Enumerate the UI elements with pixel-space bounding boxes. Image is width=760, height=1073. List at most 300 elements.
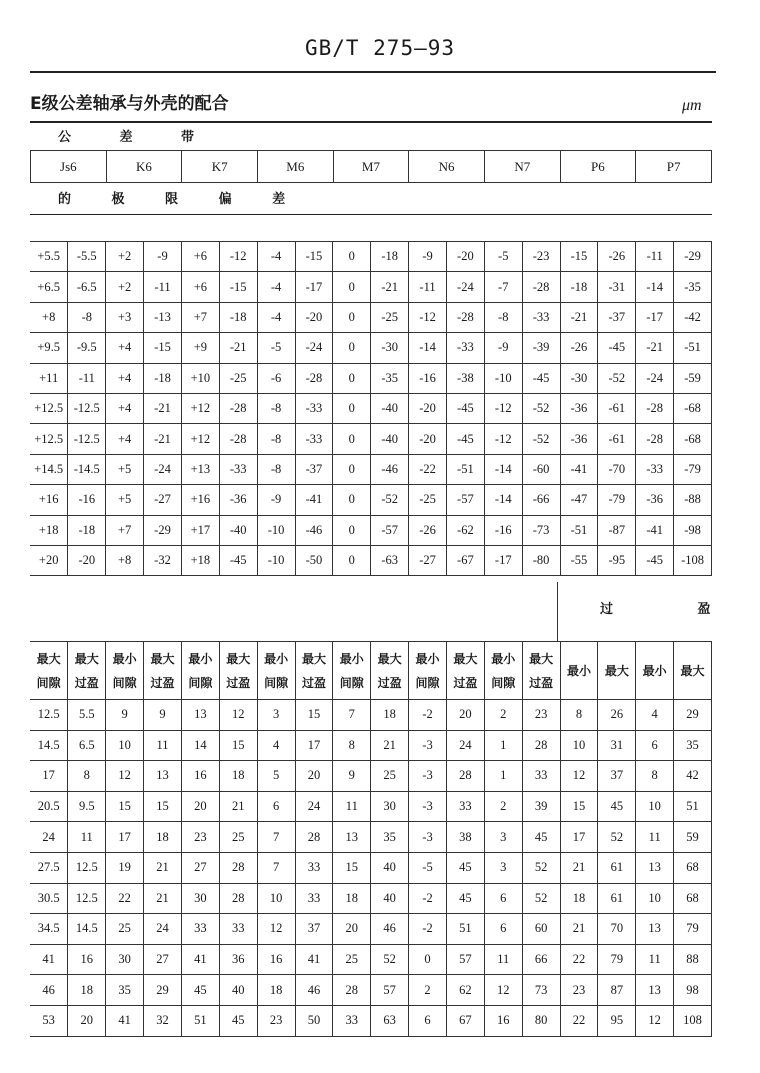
table-cell: 98 [674, 975, 712, 1006]
table-cell: -5 [484, 242, 522, 272]
table-cell: 11 [144, 730, 182, 761]
table-cell: 7 [257, 852, 295, 883]
table-cell: -12 [484, 424, 522, 454]
table-cell: -12.5 [68, 393, 106, 423]
table-cell: 27 [144, 944, 182, 975]
column-header: 最大过盈 [446, 642, 484, 700]
table-cell: +8 [30, 302, 68, 332]
table-cell: 13 [181, 700, 219, 731]
table-cell: -21 [144, 424, 182, 454]
table-cell: 20 [295, 761, 333, 792]
table-cell: 16 [484, 1005, 522, 1036]
band-row [31, 151, 712, 183]
table-cell: -33 [446, 333, 484, 363]
table-cell: 95 [598, 1005, 636, 1036]
table-cell: 5 [257, 761, 295, 792]
table-cell: -40 [219, 515, 257, 545]
table-cell: 13 [144, 761, 182, 792]
table-cell: -10 [257, 545, 295, 575]
table-cell: -45 [522, 363, 560, 393]
table-cell: 15 [295, 700, 333, 731]
table-cell: 8 [560, 700, 598, 731]
table-cell: 32 [144, 1005, 182, 1036]
table-cell: -4 [257, 272, 295, 302]
table-cell: 0 [333, 363, 371, 393]
table-row [30, 822, 712, 853]
top-rule [30, 71, 716, 73]
table-cell: 87 [598, 975, 636, 1006]
band-cell: M6 [257, 151, 333, 183]
table-cell: -4 [257, 242, 295, 272]
table-cell: 0 [409, 944, 447, 975]
table-cell: 10 [636, 883, 674, 914]
table-cell: 22 [560, 1005, 598, 1036]
table-cell: 12 [484, 975, 522, 1006]
table-cell: -50 [295, 545, 333, 575]
table-cell: -33 [295, 393, 333, 423]
table-cell: 14.5 [68, 914, 106, 945]
table-row [30, 975, 712, 1006]
table-cell: 63 [371, 1005, 409, 1036]
table-cell: 28 [219, 852, 257, 883]
table-cell: -98 [674, 515, 712, 545]
table-cell: -17 [484, 545, 522, 575]
table-cell: 46 [295, 975, 333, 1006]
table-cell: -28 [446, 302, 484, 332]
table-cell: -80 [522, 545, 560, 575]
table-cell: 30 [106, 944, 144, 975]
tolerance-band-label: 公 差 带 [58, 130, 217, 145]
table-cell: -62 [446, 515, 484, 545]
table-row [30, 761, 712, 792]
table-cell: 16 [181, 761, 219, 792]
table-cell: -45 [598, 333, 636, 363]
table-cell: -8 [257, 454, 295, 484]
table-cell: 70 [598, 914, 636, 945]
table-cell: +12.5 [30, 424, 68, 454]
table-cell: -52 [522, 424, 560, 454]
table-cell: 15 [219, 730, 257, 761]
table-row [30, 944, 712, 975]
column-header: 最大 [598, 642, 636, 700]
table-cell: 7 [257, 822, 295, 853]
table-cell: -3 [409, 730, 447, 761]
table-cell: -9 [409, 242, 447, 272]
table-cell: -59 [674, 363, 712, 393]
table-cell: 41 [106, 1005, 144, 1036]
table-cell: -46 [371, 454, 409, 484]
table-cell: -70 [598, 454, 636, 484]
table-cell: 9 [106, 700, 144, 731]
table-cell: 45 [181, 975, 219, 1006]
table-cell: 52 [371, 944, 409, 975]
table-cell: 3 [484, 852, 522, 883]
table-cell: -31 [598, 272, 636, 302]
table-cell: 57 [371, 975, 409, 1006]
table-cell: 0 [333, 424, 371, 454]
table-cell: -26 [560, 333, 598, 363]
table-cell: -20 [295, 302, 333, 332]
table-cell: 30.5 [30, 883, 68, 914]
table-cell: 0 [333, 272, 371, 302]
table-cell: -25 [409, 485, 447, 515]
table-cell: 108 [674, 1005, 712, 1036]
table-cell: -14 [409, 333, 447, 363]
table-cell: -9 [144, 242, 182, 272]
table-cell: 18 [144, 822, 182, 853]
column-header: 最大过盈 [371, 642, 409, 700]
table-cell: +13 [181, 454, 219, 484]
table-cell: 15 [560, 791, 598, 822]
table-cell: 3 [257, 700, 295, 731]
table-cell: 23 [560, 975, 598, 1006]
table-cell: 0 [333, 545, 371, 575]
page-title: E级公差轴承与外壳的配合 [30, 94, 229, 114]
table-cell: -67 [446, 545, 484, 575]
deviation-table [30, 241, 712, 576]
band-cell: P7 [636, 151, 712, 183]
table-cell: 45 [598, 791, 636, 822]
table-cell: -45 [219, 545, 257, 575]
table-cell: -40 [371, 424, 409, 454]
column-header: 最大过盈 [295, 642, 333, 700]
table-cell: -15 [219, 272, 257, 302]
table-cell: 17 [106, 822, 144, 853]
document-code: GB/T 275—93 [304, 36, 456, 60]
table-row [30, 363, 712, 393]
table-cell: 27.5 [30, 852, 68, 883]
table-cell: 68 [674, 852, 712, 883]
table-cell: -63 [371, 545, 409, 575]
table-cell: -2 [409, 883, 447, 914]
table-cell: 52 [598, 822, 636, 853]
column-header: 最大过盈 [522, 642, 560, 700]
table-cell: 23 [181, 822, 219, 853]
table-cell: 33 [446, 791, 484, 822]
table-cell: 35 [674, 730, 712, 761]
table-cell: -33 [219, 454, 257, 484]
table-cell: -4 [257, 302, 295, 332]
table-cell: -14 [484, 485, 522, 515]
table-cell: -17 [636, 302, 674, 332]
table-cell: -40 [371, 393, 409, 423]
table-cell: 22 [106, 883, 144, 914]
table-cell: -30 [371, 333, 409, 363]
table-cell: 24 [144, 914, 182, 945]
table-cell: -45 [446, 424, 484, 454]
table-cell: 36 [219, 944, 257, 975]
table-cell: -10 [257, 515, 295, 545]
table-cell: -2 [409, 700, 447, 731]
table-cell: -20 [409, 424, 447, 454]
table-row [30, 545, 712, 575]
table-cell: 6 [257, 791, 295, 822]
table-cell: +4 [106, 393, 144, 423]
table-cell: 60 [522, 914, 560, 945]
table-cell: 18 [333, 883, 371, 914]
table-cell: 18 [371, 700, 409, 731]
table-cell: 9 [144, 700, 182, 731]
table-cell: +16 [181, 485, 219, 515]
band-cell: K7 [182, 151, 258, 183]
table-cell: -25 [371, 302, 409, 332]
table-cell: 25 [219, 822, 257, 853]
table-cell: 57 [446, 944, 484, 975]
table-cell: -66 [522, 485, 560, 515]
table-cell: 8 [333, 730, 371, 761]
table-cell: 45 [522, 822, 560, 853]
table-cell: 18 [68, 975, 106, 1006]
table-cell: 25 [333, 944, 371, 975]
table-cell: 37 [598, 761, 636, 792]
column-header: 最小间隙 [409, 642, 447, 700]
table-cell: 28 [333, 975, 371, 1006]
table-cell: +11 [30, 363, 68, 393]
table-cell: 6 [484, 883, 522, 914]
table-cell: -2 [409, 914, 447, 945]
table-cell: -38 [446, 363, 484, 393]
table-cell: -12 [484, 393, 522, 423]
table-cell: -8 [257, 424, 295, 454]
column-header: 最小间隙 [333, 642, 371, 700]
table-cell: -88 [674, 485, 712, 515]
column-header: 最小间隙 [181, 642, 219, 700]
table-cell: -6.5 [68, 272, 106, 302]
table-cell: -108 [674, 545, 712, 575]
table-cell: -52 [522, 393, 560, 423]
table-cell: 5.5 [68, 700, 106, 731]
table-cell: 10 [106, 730, 144, 761]
table-cell: 45 [446, 883, 484, 914]
table-row [30, 333, 712, 363]
table-cell: 79 [598, 944, 636, 975]
clearance-table [30, 641, 712, 1037]
table-cell: -24 [636, 363, 674, 393]
table-cell: -42 [674, 302, 712, 332]
table-cell: 80 [522, 1005, 560, 1036]
table-cell: 1 [484, 761, 522, 792]
column-header: 最小间隙 [484, 642, 522, 700]
table-cell: +6.5 [30, 272, 68, 302]
table-cell: 40 [371, 883, 409, 914]
table-cell: -14 [484, 454, 522, 484]
table-cell: 12.5 [68, 883, 106, 914]
table-cell: +20 [30, 545, 68, 575]
table-cell: 20 [446, 700, 484, 731]
table-cell: 21 [560, 914, 598, 945]
table-cell: 10 [257, 883, 295, 914]
table-cell: 67 [446, 1005, 484, 1036]
table-cell: -28 [522, 272, 560, 302]
table-cell: 61 [598, 883, 636, 914]
table-cell: +3 [106, 302, 144, 332]
table-cell: +5 [106, 454, 144, 484]
table-cell: 12.5 [68, 852, 106, 883]
table-row [30, 730, 712, 761]
table-cell: -57 [371, 515, 409, 545]
table-row [30, 454, 712, 484]
table-cell: +9.5 [30, 333, 68, 363]
table-cell: 0 [333, 515, 371, 545]
table-cell: -6 [257, 363, 295, 393]
table-cell: 30 [181, 883, 219, 914]
table-cell: -35 [674, 272, 712, 302]
table-cell: 14 [181, 730, 219, 761]
table-cell: 2 [484, 700, 522, 731]
table-cell: -51 [560, 515, 598, 545]
table-cell: -60 [522, 454, 560, 484]
table-cell: 9.5 [68, 791, 106, 822]
table-cell: 0 [333, 454, 371, 484]
table-cell: +12.5 [30, 393, 68, 423]
table-cell: 38 [446, 822, 484, 853]
table-cell: -26 [409, 515, 447, 545]
table-cell: -32 [144, 545, 182, 575]
column-header: 最大过盈 [68, 642, 106, 700]
table-cell: -8 [257, 393, 295, 423]
table-cell: 18 [560, 883, 598, 914]
table-cell: 37 [295, 914, 333, 945]
table-cell: +16 [30, 485, 68, 515]
table-cell: -24 [446, 272, 484, 302]
table-cell: -41 [636, 515, 674, 545]
table-cell: -12 [219, 242, 257, 272]
table-cell: 23 [522, 700, 560, 731]
table-cell: 88 [674, 944, 712, 975]
table-cell: -10 [484, 363, 522, 393]
table-cell: 0 [333, 485, 371, 515]
table-cell: -20 [446, 242, 484, 272]
table-cell: 33 [219, 914, 257, 945]
table-row [30, 424, 712, 454]
table-cell: +6 [181, 242, 219, 272]
table-cell: 21 [144, 852, 182, 883]
table-cell: -52 [598, 363, 636, 393]
column-header: 最小间隙 [257, 642, 295, 700]
table-cell: 12 [636, 1005, 674, 1036]
table-cell: 15 [333, 852, 371, 883]
table-cell: 13 [636, 852, 674, 883]
table-cell: 53 [30, 1005, 68, 1036]
table-cell: -16 [68, 485, 106, 515]
table-cell: 2 [484, 791, 522, 822]
table-cell: -14 [636, 272, 674, 302]
table-cell: -21 [219, 333, 257, 363]
table-cell: 31 [598, 730, 636, 761]
table-cell: 0 [333, 242, 371, 272]
table-cell: -20 [68, 545, 106, 575]
table-cell: 39 [522, 791, 560, 822]
table-cell: -5 [409, 852, 447, 883]
table-cell: -18 [68, 515, 106, 545]
table-cell: -18 [560, 272, 598, 302]
table-row [30, 914, 712, 945]
table-cell: -37 [295, 454, 333, 484]
table-cell: -15 [560, 242, 598, 272]
overfit-divider [557, 582, 558, 641]
table-cell: -55 [560, 545, 598, 575]
table-cell: -3 [409, 761, 447, 792]
band-cell: N7 [484, 151, 560, 183]
table-cell: -68 [674, 393, 712, 423]
table-cell: 73 [522, 975, 560, 1006]
table-cell: 45 [219, 1005, 257, 1036]
table-cell: -18 [144, 363, 182, 393]
table-cell: -5.5 [68, 242, 106, 272]
table-row [30, 883, 712, 914]
table-cell: -45 [636, 545, 674, 575]
table-cell: 13 [333, 822, 371, 853]
table-cell: 8 [636, 761, 674, 792]
table-cell: -41 [295, 485, 333, 515]
table-cell: 21 [144, 883, 182, 914]
column-header: 最大过盈 [144, 642, 182, 700]
table-cell: +12 [181, 424, 219, 454]
table-cell: 4 [636, 700, 674, 731]
column-header: 最大 [674, 642, 712, 700]
table-row [30, 700, 712, 731]
table-cell: -21 [636, 333, 674, 363]
table-row [30, 485, 712, 515]
table-cell: 41 [30, 944, 68, 975]
table-cell: 8 [68, 761, 106, 792]
table-cell: 6 [409, 1005, 447, 1036]
table-cell: -23 [522, 242, 560, 272]
table-cell: 33 [522, 761, 560, 792]
table-cell: +2 [106, 242, 144, 272]
table-cell: -18 [371, 242, 409, 272]
table-cell: -47 [560, 485, 598, 515]
table-cell: 18 [219, 761, 257, 792]
table-cell: 10 [636, 791, 674, 822]
table-cell: -61 [598, 424, 636, 454]
title-rule [30, 121, 712, 123]
table-cell: +2 [106, 272, 144, 302]
band-cell: Js6 [31, 151, 107, 183]
table-cell: 33 [295, 852, 333, 883]
table-cell: +7 [106, 515, 144, 545]
table-cell: 21 [371, 730, 409, 761]
table-cell: -22 [409, 454, 447, 484]
table-cell: +9 [181, 333, 219, 363]
table-cell: 17 [30, 761, 68, 792]
table-cell: -25 [219, 363, 257, 393]
table-cell: 28 [219, 883, 257, 914]
table-cell: -87 [598, 515, 636, 545]
table-cell: -24 [144, 454, 182, 484]
table-cell: -33 [295, 424, 333, 454]
table-cell: 21 [219, 791, 257, 822]
table-cell: 68 [674, 883, 712, 914]
band-cell: K6 [106, 151, 182, 183]
table-cell: 41 [181, 944, 219, 975]
table-cell: 0 [333, 393, 371, 423]
column-header: 最小 [636, 642, 674, 700]
column-header: 最大过盈 [219, 642, 257, 700]
table-cell: 51 [674, 791, 712, 822]
table-cell: -7 [484, 272, 522, 302]
table-row [30, 393, 712, 423]
table-cell: 6 [636, 730, 674, 761]
table-cell: 6 [484, 914, 522, 945]
table-cell: 11 [636, 944, 674, 975]
table-cell: +4 [106, 424, 144, 454]
table-cell: 45 [446, 852, 484, 883]
table-cell: 9 [333, 761, 371, 792]
unit-label: μm [682, 97, 702, 114]
table-cell: -14.5 [68, 454, 106, 484]
table-cell: 11 [484, 944, 522, 975]
